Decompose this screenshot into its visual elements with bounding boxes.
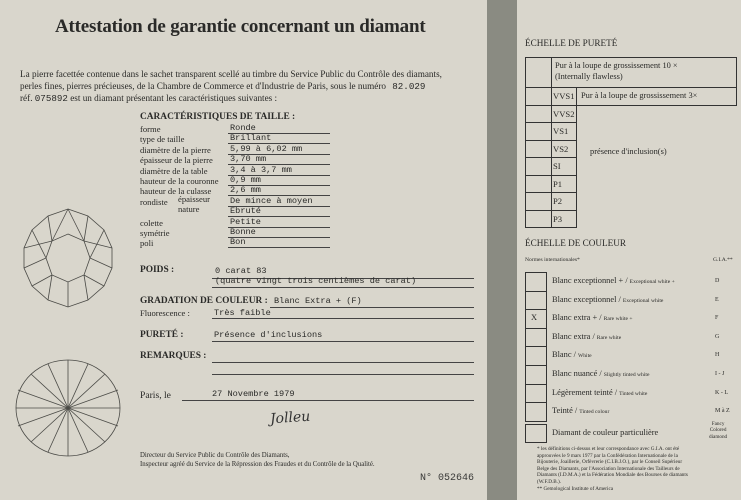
taille-label: colette bbox=[140, 217, 163, 228]
fancy-label: Diamant de couleur particulière bbox=[552, 428, 659, 437]
couleur-head-left: Normes internationales* bbox=[525, 257, 580, 263]
taille-label: forme bbox=[140, 124, 161, 134]
couleur-row-label: Teinté / Tinted colour bbox=[552, 406, 610, 416]
couleur-gia-grade: K - L bbox=[715, 389, 728, 396]
couleur-gia-grade: F bbox=[715, 315, 719, 322]
intro-line-3: réf. 075892 est un diamant présentant les caractéristiques suivantes : bbox=[20, 93, 278, 104]
couleur-mark-cell bbox=[525, 402, 547, 422]
note-line: approuvées le 9 mars 1977 par la Confédération Internationale de la bbox=[537, 452, 678, 459]
taille-underline bbox=[228, 247, 330, 248]
couleur-mark-cell bbox=[525, 365, 547, 385]
couleur-gia-grade: H bbox=[715, 352, 720, 359]
note-line: Diamants (I.D.M.A.) et la Fédération Mondiale des Bourses de diamants bbox=[537, 472, 688, 479]
vvs1-description: Pur à la loupe de grossissement 3× bbox=[581, 91, 698, 100]
intro-line-1: La pierre facettée contenue dans le sachet transparent scellé au timbre du Service Public du Contrôle des diamants, bbox=[20, 69, 442, 79]
purete-grade-label: VS1 bbox=[553, 126, 569, 136]
taille-label: rondiste bbox=[140, 196, 168, 207]
couleur-row-label: Légèrement teinté / Tinted white bbox=[552, 387, 648, 397]
taille-value: Ronde bbox=[230, 123, 256, 133]
purete-scale-title: ÉCHELLE DE PURETÉ bbox=[525, 38, 618, 48]
note-line: Bijouterie, Joaillerie, Orfèvrerie (C.I.B.J.O.), par le Conseil Supérieur bbox=[537, 459, 683, 466]
diamond-top-view-icon bbox=[10, 206, 126, 310]
taille-label: épaisseur de la pierre bbox=[140, 155, 213, 166]
couleur-gia-grade: E bbox=[715, 296, 719, 303]
ref-value: 075892 bbox=[34, 93, 68, 104]
taille-label: diamètre de la pierre bbox=[140, 144, 211, 155]
couleur-mark: X bbox=[531, 313, 538, 323]
couleur-row-label: Blanc / White bbox=[552, 350, 592, 360]
fold-gap bbox=[487, 0, 517, 500]
purete-top-line1: Pur à la loupe de grossissement 10 × bbox=[555, 61, 678, 70]
purete-mark-cell bbox=[525, 192, 552, 211]
couleur-scale-title: ÉCHELLE DE COULEUR bbox=[525, 238, 627, 248]
taille-label: diamètre de la table bbox=[140, 165, 208, 176]
couleur-gia-grade: I - J bbox=[715, 371, 725, 377]
note-line: Belge des Diamants, par l'Association Internationale des Tailleurs de bbox=[537, 465, 680, 472]
taille-value: 5,99 à 6,02 mm bbox=[230, 143, 303, 154]
taille-sublabel: épaisseur bbox=[178, 193, 210, 204]
couleur-value: Blanc Extra + (F) bbox=[274, 296, 362, 306]
taille-value: Bonne bbox=[230, 227, 256, 237]
purete-grade-label: VVS2 bbox=[553, 108, 575, 119]
purete-mark-cell bbox=[525, 175, 552, 194]
taille-label: symétrie bbox=[140, 228, 170, 238]
taille-value: Brillant bbox=[230, 133, 272, 144]
footer-line-2: Inspecteur agréé du Service de la Répression des Fraudes et du Contrôle de la Qualité. bbox=[140, 461, 375, 468]
certificate-right-page bbox=[517, 0, 741, 500]
purete-grade-label: SI bbox=[553, 161, 561, 171]
serial-number: N° 052646 bbox=[420, 473, 475, 484]
purete-mark-cell bbox=[525, 105, 552, 124]
couleur-row-label: Blanc nuancé / Slightly tinted white bbox=[552, 369, 650, 378]
fluo-value: Très faible bbox=[214, 308, 271, 318]
fancy-gia: Fancy Colored diamond bbox=[709, 421, 728, 440]
purete-mark-cell bbox=[525, 122, 552, 141]
purete-grade-label: VVS1 bbox=[553, 91, 575, 101]
taille-value: Ebruté bbox=[230, 206, 261, 217]
couleur-gia-grade: G bbox=[715, 333, 720, 340]
purete-top-line2: (Internally flawless) bbox=[555, 72, 623, 81]
couleur-mark-cell bbox=[525, 328, 547, 348]
taille-value: 0,9 mm bbox=[230, 175, 261, 185]
couleur-row-label: Blanc exceptionnel / Exceptional white bbox=[552, 294, 664, 304]
note-line: ** Gemological Institute of America bbox=[537, 485, 614, 492]
date-value: 27 Novembre 1979 bbox=[212, 389, 295, 399]
note-line: (W.F.D.B.). bbox=[537, 479, 562, 485]
taille-value: Petite bbox=[230, 216, 261, 227]
purete-mark-cell bbox=[525, 157, 552, 176]
couleur-mark-cell bbox=[525, 291, 547, 311]
couleur-mark-cell bbox=[525, 272, 547, 292]
purete-label: PURETÉ : bbox=[140, 330, 184, 340]
taille-value: 3,70 mm bbox=[230, 154, 267, 165]
diamond-bottom-view-icon bbox=[12, 356, 124, 460]
taille-label: hauteur de la couronne bbox=[140, 176, 219, 186]
poids-label: POIDS : bbox=[140, 265, 175, 275]
couleur-head-right: G.I.A.** bbox=[713, 257, 733, 263]
couleur-gia-grade: M à Z bbox=[715, 408, 730, 415]
purete-mark-cell bbox=[525, 210, 552, 229]
taille-label: poli bbox=[140, 238, 154, 249]
poids-value: 0 carat 83 bbox=[215, 266, 267, 276]
couleur-row-label: Blanc extra / Rare white bbox=[552, 331, 622, 341]
taille-sublabel: nature bbox=[178, 204, 200, 215]
taille-heading: CARACTÉRISTIQUES DE TAILLE : bbox=[140, 112, 296, 122]
purete-mark-cell bbox=[525, 140, 552, 159]
note-line: * les définitions ci-dessus et leur correspondance avec G.I.A. ont été bbox=[537, 446, 680, 452]
numero-value: 82.029 bbox=[392, 81, 426, 92]
couleur-row-label: Blanc extra + / Rare white + bbox=[552, 313, 633, 323]
couleur-gia-grade: D bbox=[715, 278, 720, 284]
couleur-row-label: Blanc exceptionnel + / Exceptional white + bbox=[552, 276, 675, 285]
couleur-label: GRADATION DE COULEUR : bbox=[140, 296, 268, 306]
certificate-title: Attestation de garantie concernant un diamant bbox=[55, 16, 426, 37]
purete-mark-cell bbox=[525, 87, 552, 106]
purete-value: Présence d'inclusions bbox=[214, 330, 323, 340]
inclusion-description: présence d'inclusion(s) bbox=[590, 146, 667, 156]
couleur-mark-cell bbox=[525, 384, 547, 404]
taille-value: 3,4 à 3,7 mm bbox=[230, 164, 292, 175]
footer-line-1: Directeur du Service Public du Contrôle des Diamants, bbox=[140, 452, 290, 459]
taille-label: type de taille bbox=[140, 134, 185, 145]
poids-words: (quatre vingt trois centièmes de carat) bbox=[215, 276, 417, 286]
purete-grade-label: P3 bbox=[553, 213, 563, 224]
remarques-label: REMARQUES : bbox=[140, 351, 207, 361]
taille-value: De mince à moyen bbox=[230, 195, 313, 206]
taille-value: Bon bbox=[230, 237, 246, 248]
purete-grade-label: P2 bbox=[553, 196, 563, 206]
couleur-mark-cell bbox=[525, 346, 547, 366]
intro-line-2: perles fines, pierres précieuses, de la Chambre de Commerce et d'Industrie de Paris, sous le numéro 82.029 bbox=[20, 81, 426, 92]
lieu-label: Paris, le bbox=[140, 390, 171, 401]
purete-grade-label: P1 bbox=[553, 178, 563, 189]
signature: Jolleu bbox=[269, 408, 311, 428]
purete-grade-label: VS2 bbox=[553, 143, 569, 154]
fluo-label: Fluorescence : bbox=[140, 308, 190, 318]
taille-label: hauteur de la culasse bbox=[140, 186, 212, 197]
taille-value: 2,6 mm bbox=[230, 185, 261, 196]
